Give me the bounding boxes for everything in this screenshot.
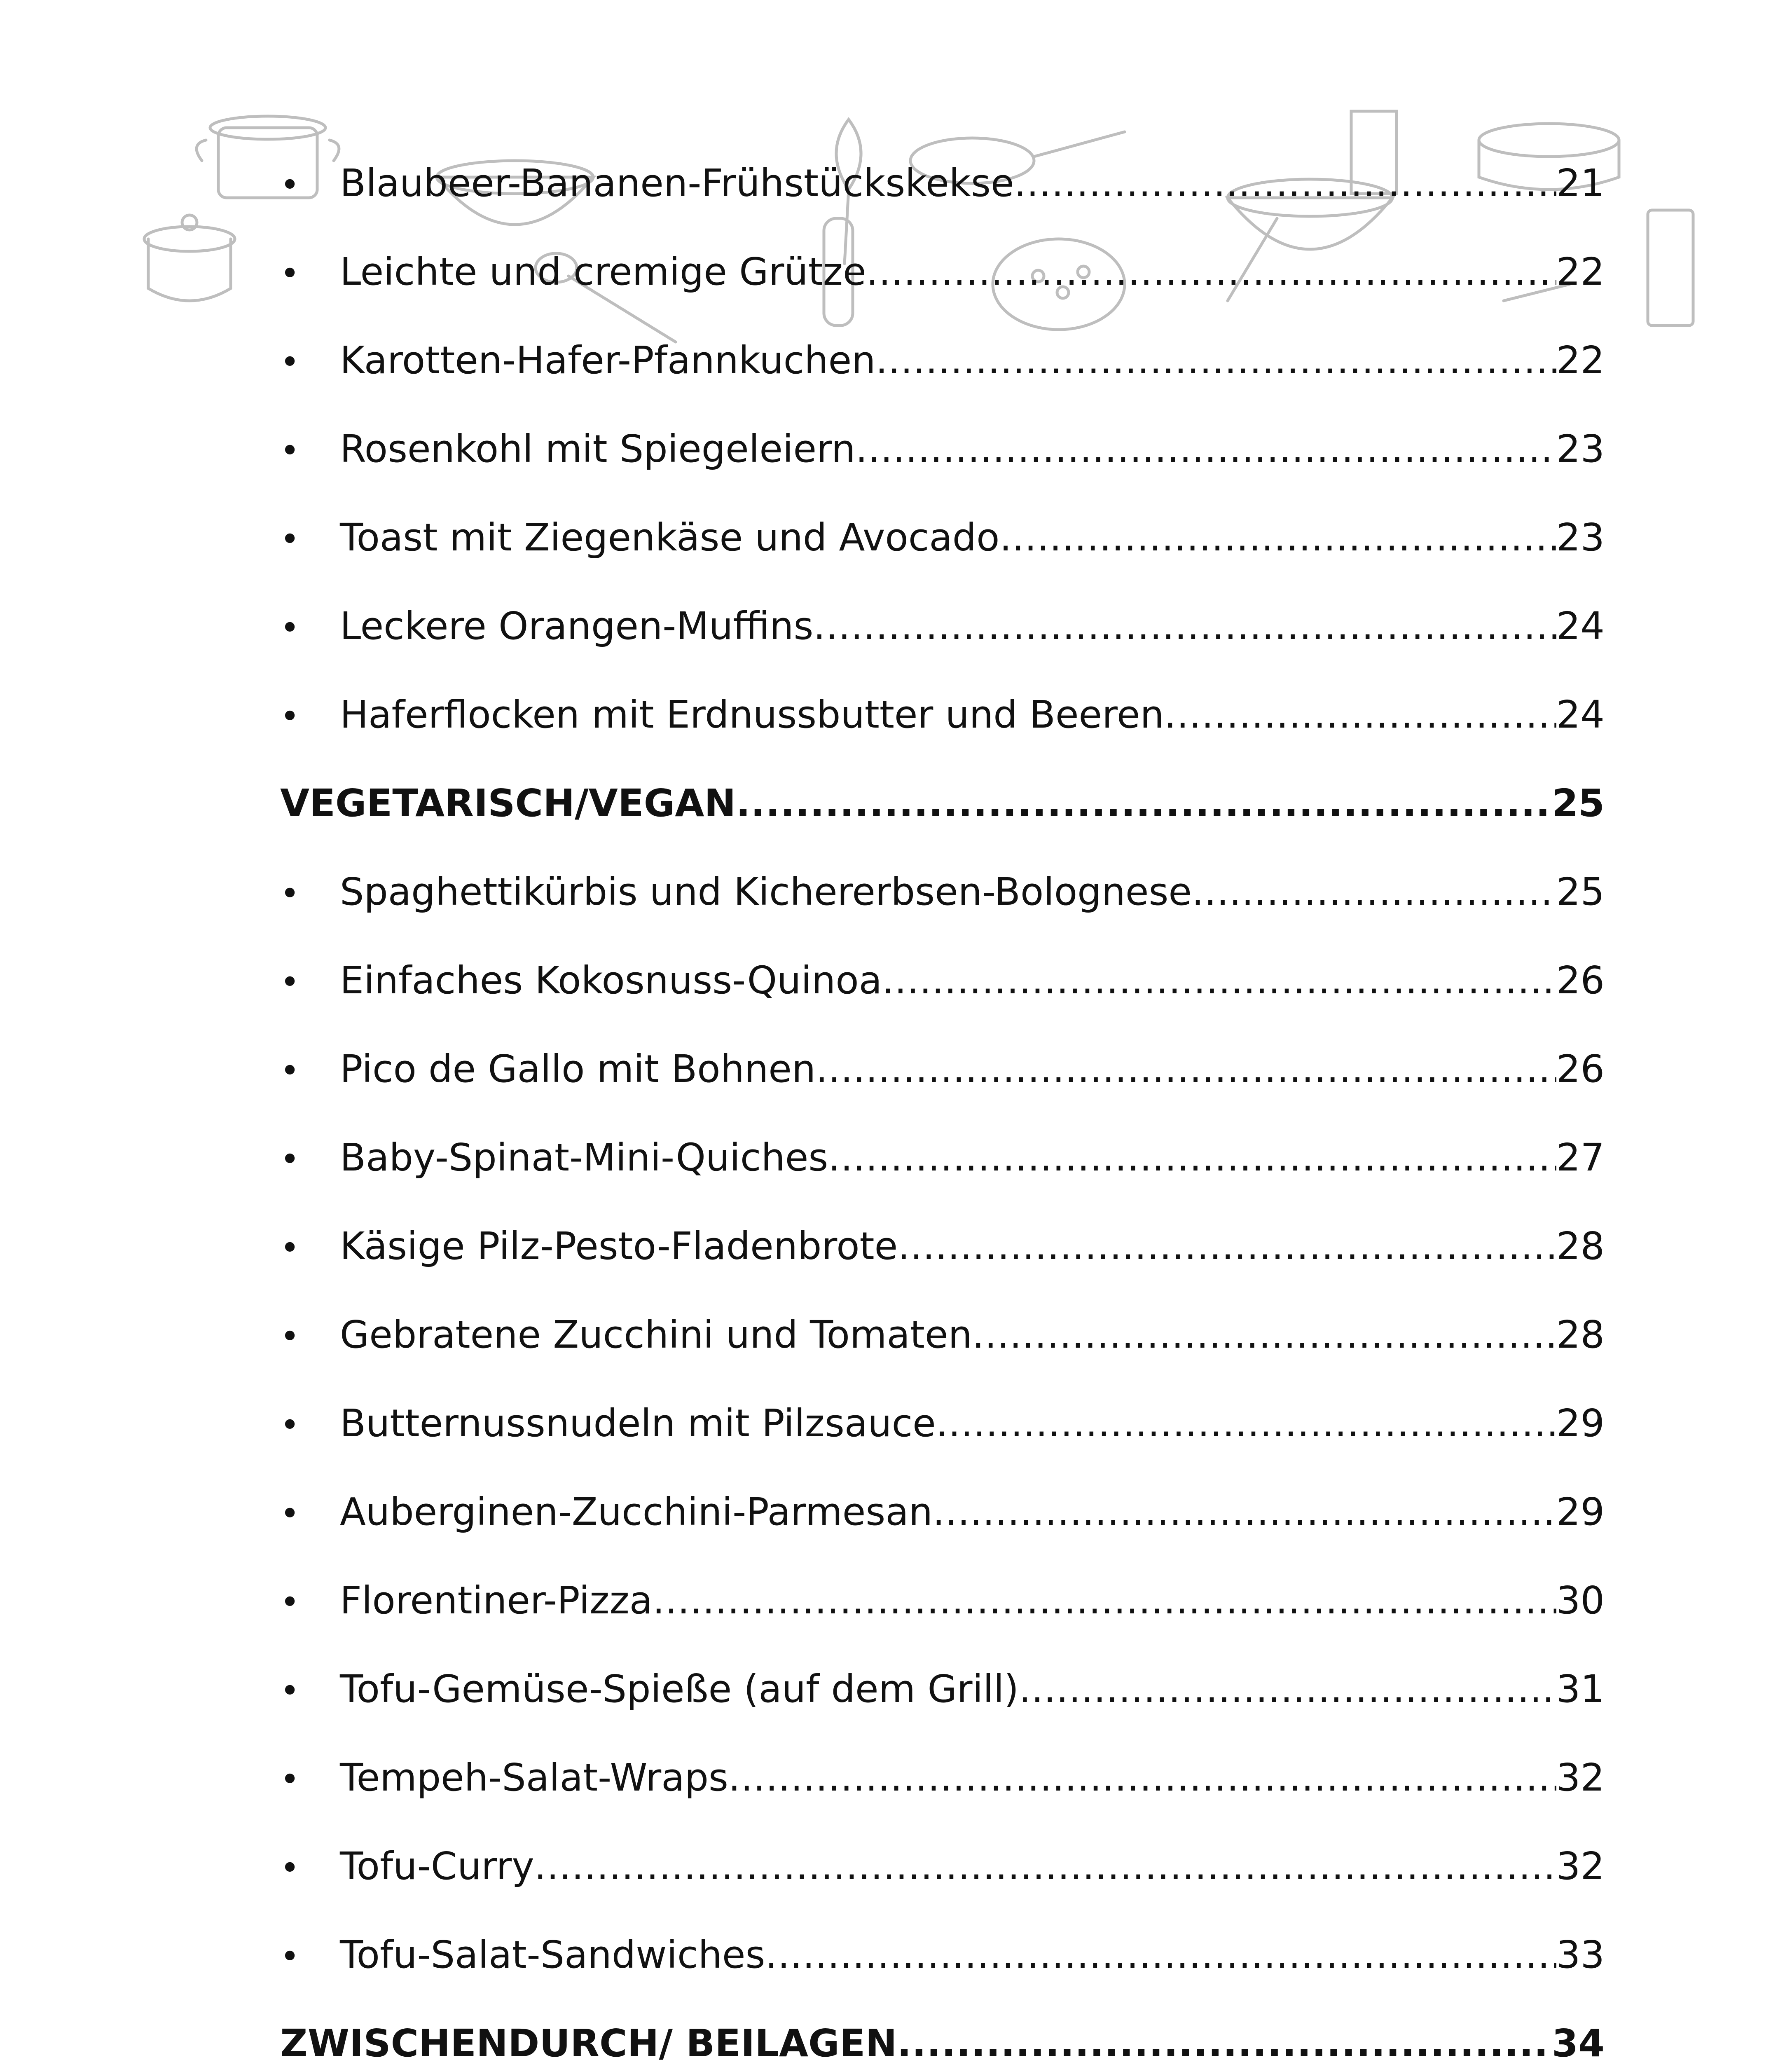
toc-page-number: 21 bbox=[1556, 161, 1605, 205]
toc-entry-title: Leckere Orangen-Muffins bbox=[340, 604, 814, 648]
dot-leader bbox=[1192, 867, 1556, 917]
toc-entry[interactable] bbox=[280, 1664, 1605, 1714]
toc-entry-title: VEGETARISCH/VEGAN bbox=[280, 781, 736, 825]
toc-entry[interactable] bbox=[280, 1044, 1605, 1094]
toc-page-number: 23 bbox=[1556, 515, 1605, 559]
dot-leader bbox=[876, 336, 1556, 385]
toc-entry[interactable] bbox=[280, 159, 1605, 208]
toc-page-number: 29 bbox=[1556, 1401, 1605, 1445]
dot-leader bbox=[936, 1399, 1556, 1448]
toc-entry[interactable] bbox=[280, 336, 1605, 385]
toc-entry[interactable] bbox=[280, 1222, 1605, 1271]
dot-leader bbox=[816, 1044, 1556, 1094]
toc-page-number: 25 bbox=[1551, 781, 1605, 825]
kitchen-utensils-decoration-top bbox=[124, 103, 1701, 367]
toc-entry-title: Tofu-Gemüse-Spieße (auf dem Grill) bbox=[340, 1667, 1019, 1711]
bullet-icon: • bbox=[280, 1937, 300, 1976]
toc-entry[interactable] bbox=[280, 690, 1605, 740]
dot-leader bbox=[972, 1310, 1556, 1360]
toc-entry[interactable] bbox=[280, 602, 1605, 651]
bullet-icon: • bbox=[280, 1140, 300, 1178]
toc-page-number: 32 bbox=[1556, 1756, 1605, 1800]
bullet-icon: • bbox=[280, 343, 300, 381]
bullet-icon: • bbox=[280, 1760, 300, 1798]
toc-entry-title: Rosenkohl mit Spiegeleiern bbox=[340, 427, 856, 471]
toc-entry[interactable] bbox=[280, 867, 1605, 917]
bullet-icon: • bbox=[280, 609, 300, 647]
toc-entry-title: ZWISCHENDURCH/ BEILAGEN bbox=[280, 2021, 897, 2060]
dot-leader bbox=[1019, 1664, 1556, 1714]
toc-entry[interactable] bbox=[280, 1310, 1605, 1360]
toc-page-number: 31 bbox=[1556, 1667, 1605, 1711]
dot-leader bbox=[813, 602, 1556, 651]
toc-page-number: 26 bbox=[1556, 1047, 1605, 1091]
toc-entry-title: Tofu-Curry bbox=[340, 1844, 534, 1888]
dot-leader bbox=[898, 1222, 1556, 1271]
toc-entry[interactable] bbox=[280, 247, 1605, 297]
toc-entry[interactable] bbox=[280, 1133, 1605, 1182]
toc-entry-title: Gebratene Zucchini und Tomaten bbox=[340, 1313, 972, 1357]
toc-page-number: 30 bbox=[1556, 1578, 1605, 1622]
lidded-pot-icon bbox=[144, 215, 235, 301]
bullet-icon: • bbox=[280, 1849, 300, 1887]
dot-leader bbox=[866, 247, 1556, 297]
bullet-icon: • bbox=[280, 1583, 300, 1621]
bullet-icon: • bbox=[280, 1051, 300, 1090]
toc-entry-title: Florentiner-Pizza bbox=[340, 1578, 653, 1622]
toc-entry[interactable] bbox=[280, 424, 1605, 474]
bullet-icon: • bbox=[280, 431, 300, 470]
toc-page-number: 29 bbox=[1556, 1490, 1605, 1534]
dot-leader bbox=[728, 1753, 1556, 1802]
toc-entry-title: Tofu-Salat-Sandwiches bbox=[340, 1933, 765, 1977]
toc-entry-title: Blaubeer-Bananen-Frühstückskekse bbox=[340, 161, 1014, 205]
bullet-icon: • bbox=[280, 1229, 300, 1267]
dot-leader bbox=[999, 513, 1556, 562]
toc-entry-title: Spaghettikürbis und Kichererbsen-Bolognese bbox=[340, 870, 1192, 914]
toc-entry-title: Leichte und cremige Grütze bbox=[340, 250, 866, 294]
toc-entry-title: Einfaches Kokosnuss-Quinoa bbox=[340, 958, 882, 1002]
bullet-icon: • bbox=[280, 1671, 300, 1710]
toc-entry-title: Butternussnudeln mit Pilzsauce bbox=[340, 1401, 936, 1445]
toc-section-heading[interactable] bbox=[280, 779, 1605, 828]
toc-entry[interactable] bbox=[280, 1399, 1605, 1448]
dot-leader bbox=[736, 779, 1552, 828]
toc-entry-title: Haferflocken mit Erdnussbutter und Beeren bbox=[340, 693, 1164, 737]
dot-leader bbox=[856, 424, 1556, 474]
toc-page-number: 24 bbox=[1556, 693, 1605, 737]
toc-page-number: 23 bbox=[1556, 427, 1605, 471]
bullet-icon: • bbox=[280, 1494, 300, 1533]
toc-page-number: 28 bbox=[1556, 1313, 1605, 1357]
bullet-icon: • bbox=[280, 963, 300, 1001]
bullet-icon: • bbox=[280, 697, 300, 735]
dot-leader bbox=[1014, 159, 1556, 208]
toc-page-number: 22 bbox=[1556, 250, 1605, 294]
dot-leader bbox=[933, 1487, 1556, 1537]
grater-icon bbox=[1648, 210, 1693, 325]
toc-entry[interactable] bbox=[280, 1487, 1605, 1537]
toc-entry[interactable] bbox=[280, 1930, 1605, 1980]
toc-page-number: 22 bbox=[1556, 338, 1605, 382]
toc-section-heading[interactable] bbox=[280, 2019, 1605, 2060]
bullet-icon: • bbox=[280, 874, 300, 913]
toc-page-number: 27 bbox=[1556, 1135, 1605, 1180]
toc-page-number: 34 bbox=[1551, 2021, 1605, 2060]
toc-page-number: 26 bbox=[1556, 958, 1605, 1002]
bullet-icon: • bbox=[280, 520, 300, 558]
dot-leader bbox=[897, 2019, 1551, 2060]
dot-leader bbox=[1164, 690, 1556, 740]
toc-entry-title: Käsige Pilz-Pesto-Fladenbrote bbox=[340, 1224, 898, 1268]
toc-entry[interactable] bbox=[280, 513, 1605, 562]
toc-entry-title: Toast mit Ziegenkäse und Avocado bbox=[340, 515, 1000, 559]
toc-page-number: 32 bbox=[1556, 1844, 1605, 1888]
toc-entry-title: Karotten-Hafer-Pfannkuchen bbox=[340, 338, 876, 382]
dot-leader bbox=[882, 956, 1556, 1005]
bullet-icon: • bbox=[280, 254, 300, 293]
dot-leader bbox=[534, 1842, 1556, 1891]
toc-page-number: 33 bbox=[1556, 1933, 1605, 1977]
bullet-icon: • bbox=[280, 166, 300, 204]
dot-leader bbox=[828, 1133, 1556, 1182]
toc-page-number: 24 bbox=[1556, 604, 1605, 648]
toc-entry-title: Pico de Gallo mit Bohnen bbox=[340, 1047, 816, 1091]
toc-entry[interactable] bbox=[280, 1576, 1605, 1625]
dot-leader bbox=[765, 1930, 1556, 1980]
toc-entry-title: Auberginen-Zucchini-Parmesan bbox=[340, 1490, 933, 1534]
toc-page-number: 28 bbox=[1556, 1224, 1605, 1268]
toc-page-number: 25 bbox=[1556, 870, 1605, 914]
toc-entry-title: Tempeh-Salat-Wraps bbox=[340, 1756, 728, 1800]
bullet-icon: • bbox=[280, 1406, 300, 1444]
toc-entry[interactable] bbox=[280, 1753, 1605, 1802]
toc-entry[interactable] bbox=[280, 956, 1605, 1005]
toc-entry-title: Baby-Spinat-Mini-Quiches bbox=[340, 1135, 828, 1180]
toc-entry[interactable] bbox=[280, 1842, 1605, 1891]
bullet-icon: • bbox=[280, 1317, 300, 1355]
dot-leader bbox=[653, 1576, 1556, 1625]
